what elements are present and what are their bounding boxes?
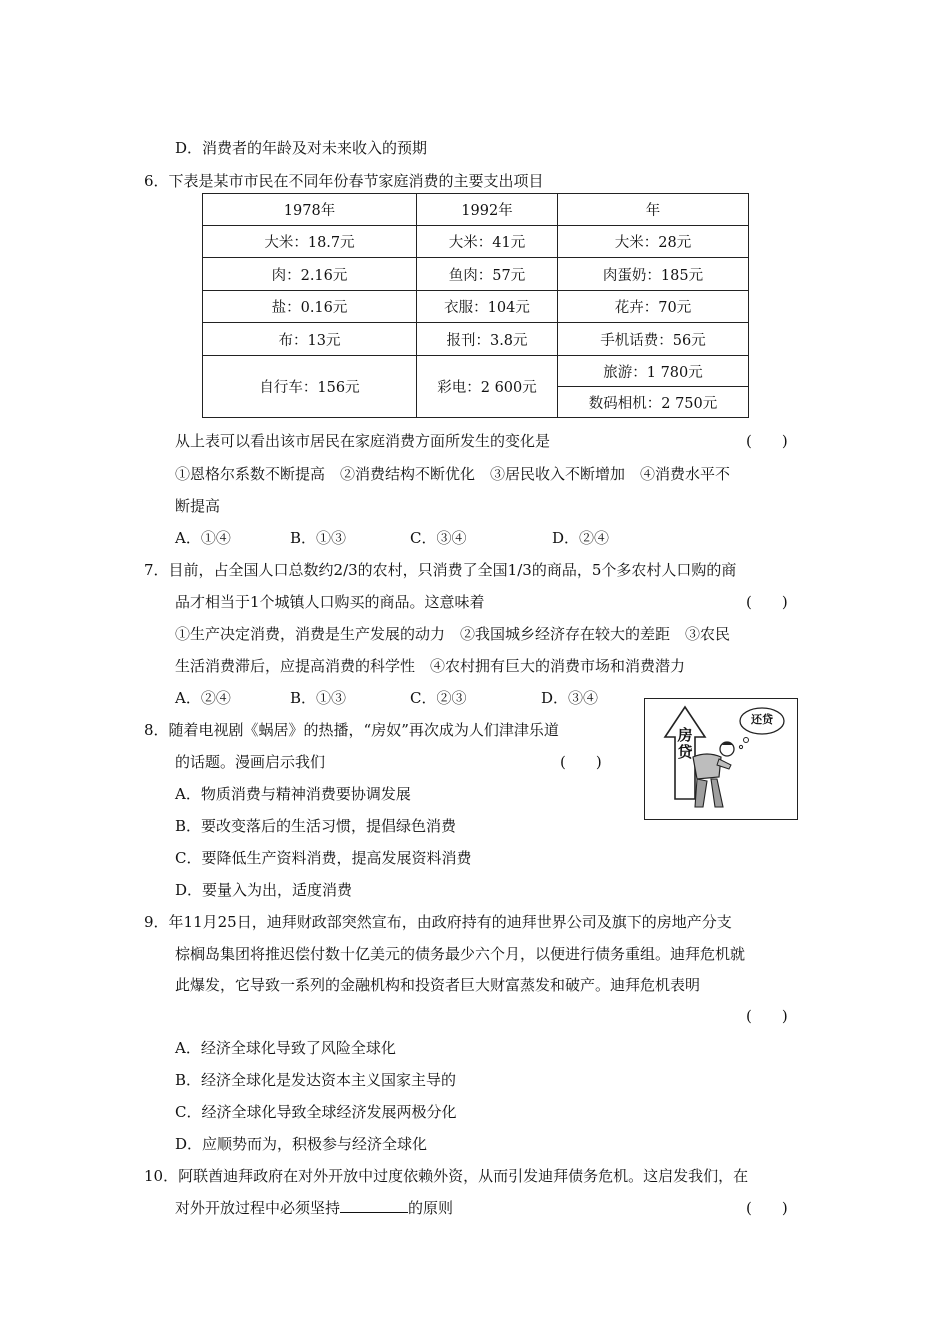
- q9-stem: 9．年11月25日，迪拜财政部突然宣布，由政府持有的迪拜世界公司及旗下的房地产分支: [144, 913, 732, 931]
- q7-option-d: D．③④: [541, 689, 599, 707]
- q9-option-b: B．经济全球化是发达资本主义国家主导的: [175, 1071, 457, 1089]
- table-header-year: 年: [558, 194, 749, 226]
- table-cell: 肉：2.16元: [203, 258, 417, 291]
- q10-text-before-blank: 对外开放过程中必须坚持: [175, 1199, 341, 1217]
- q7-statements: ①生产决定消费，消费是生产发展的动力 ②我国城乡经济存在较大的差距 ③农民: [175, 625, 731, 643]
- consumption-table: [202, 193, 749, 418]
- table-cell: 自行车：156元: [203, 356, 417, 418]
- mortgage-cartoon: [644, 698, 798, 820]
- q9-option-c: C．经济全球化导致全球经济发展两极分化: [175, 1103, 457, 1121]
- q7-option-a: A．②④: [175, 689, 231, 707]
- person-body: [693, 754, 721, 779]
- q6-option-b: B．①③: [290, 529, 347, 547]
- table-cell: 肉蛋奶：185元: [558, 258, 749, 291]
- q6-question: 从上表可以看出该市居民在家庭消费方面所发生的变化是: [175, 432, 551, 450]
- q10-stem: 10．阿联酋迪拜政府在对外开放中过度依赖外资，从而引发迪拜债务危机。这启发我们，在: [144, 1167, 749, 1185]
- bubble-dot: [744, 738, 749, 743]
- q7-stem: 7．目前，占全国人口总数约2/3的农村，只消费了全国1/3的商品，5个多农村人口购的商: [144, 561, 737, 579]
- table-cell: 数码相机：2 750元: [558, 387, 749, 418]
- q8-stem-cont: 的话题。漫画启示我们: [175, 753, 326, 771]
- q8-option-b: B．要改变落后的生活习惯，提倡绿色消费: [175, 817, 457, 835]
- q6-stem: 6．下表是某市市民在不同年份春节家庭消费的主要支出项目: [144, 172, 544, 190]
- q9-stem-cont-2: 此爆发，它导致一系列的金融机构和投资者巨大财富蒸发和破产。迪拜危机表明: [175, 976, 701, 994]
- table-cell: 衣服：104元: [417, 291, 558, 323]
- table-cell: 报刊：3.8元: [417, 323, 558, 356]
- q7-option-c: C．②③: [410, 689, 467, 707]
- q6-statements-cont: 断提高: [175, 497, 221, 515]
- q8-answer-paren: ( ): [560, 753, 602, 771]
- q10-text-after-blank: 的原则: [408, 1199, 454, 1217]
- q6-option-c: C．③④: [410, 529, 467, 547]
- q6-answer-paren: ( ): [746, 432, 788, 450]
- q8-option-a: A．物质消费与精神消费要协调发展: [175, 785, 411, 803]
- table-cell: 布：13元: [203, 323, 417, 356]
- person-leg: [711, 779, 723, 807]
- q10-answer-paren: ( ): [746, 1199, 788, 1217]
- table-cell: 彩电：2 600元: [417, 356, 558, 418]
- q6-option-d: D．②④: [552, 529, 610, 547]
- q9-option-d: D．应顺势而为，积极参与经济全球化: [175, 1135, 428, 1153]
- table-cell: 旅游：1 780元: [558, 356, 749, 387]
- q6-option-a: A．①④: [175, 529, 231, 547]
- fill-in-blank: [340, 1198, 408, 1213]
- q7-statements-cont: 生活消费滞后，应提高消费的科学性 ④农村拥有巨大的消费市场和消费潜力: [175, 657, 686, 675]
- table-cell: 大米：41元: [417, 226, 558, 258]
- table-header-1992: 1992年: [417, 194, 558, 226]
- table-cell: 手机话费：56元: [558, 323, 749, 356]
- table-cell: 盐：0.16元: [203, 291, 417, 323]
- person-leg: [695, 779, 707, 807]
- table-cell: 花卉：70元: [558, 291, 749, 323]
- arrow-label: 房贷: [677, 726, 693, 761]
- q6-statements: ①恩格尔系数不断提高 ②消费结构不断优化 ③居民收入不断增加 ④消费水平不: [175, 465, 731, 483]
- table-cell: 大米：18.7元: [203, 226, 417, 258]
- bubble-dot: [739, 745, 742, 748]
- q7-answer-paren: ( ): [746, 593, 788, 611]
- table-header-1978: 1978年: [203, 194, 417, 226]
- q8-option-c: C．要降低生产资料消费，提高发展资料消费: [175, 849, 472, 867]
- q9-option-a: A．经济全球化导致了风险全球化: [175, 1039, 396, 1057]
- q5-option-d: D．消费者的年龄及对未来收入的预期: [175, 139, 428, 157]
- q8-option-d: D．要量入为出，适度消费: [175, 881, 353, 899]
- q7-stem-cont: 品才相当于1个城镇人口购买的商品。这意味着: [175, 593, 485, 611]
- table-cell: 大米：28元: [558, 226, 749, 258]
- table-cell: 鱼肉：57元: [417, 258, 558, 291]
- bubble-label: 还贷: [751, 713, 773, 726]
- q9-answer-paren: ( ): [746, 1007, 788, 1025]
- q10-stem-cont: [175, 1198, 453, 1218]
- q7-option-b: B．①③: [290, 689, 347, 707]
- q9-stem-cont: 棕榈岛集团将推迟偿付数十亿美元的债务最少六个月，以便进行债务重组。迪拜危机就: [175, 945, 746, 963]
- q8-stem: 8．随着电视剧《蜗居》的热播，“房奴”再次成为人们津津乐道: [144, 721, 559, 739]
